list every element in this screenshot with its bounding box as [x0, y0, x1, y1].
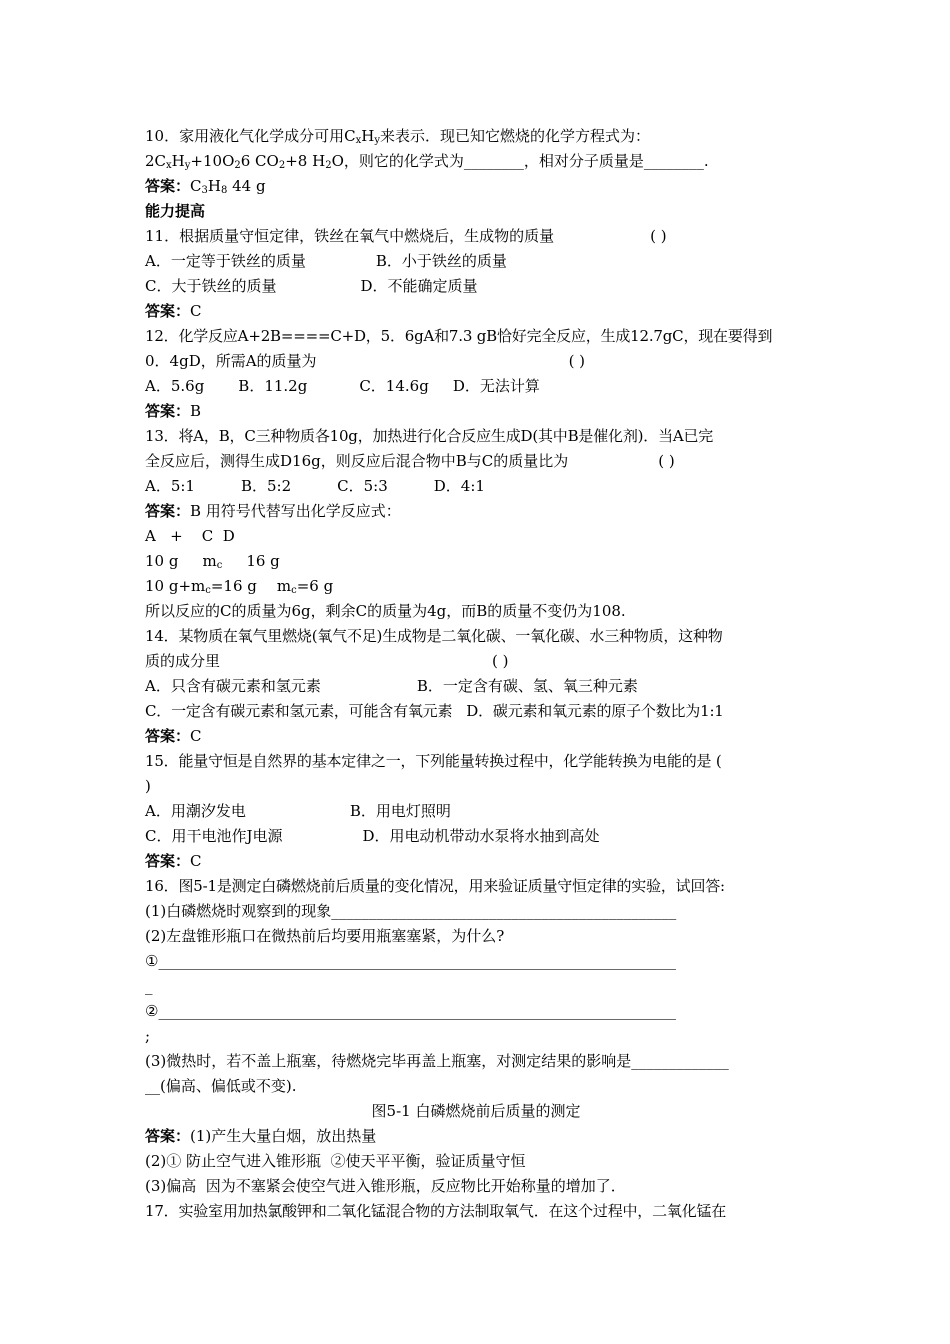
q11-stem: 11．根据质量守恒定律，铁丝在氧气中燃烧后，生成物的质量 ( ) — [145, 227, 667, 245]
q11-options-1: A．一定等于铁丝的质量 B．小于铁丝的质量 — [145, 252, 507, 270]
q13-conclusion: 所以反应的C的质量为6g，剩余C的质量为4g，而B的质量不变仍为108. — [145, 602, 626, 620]
q13-answer: 答案：B 用符号代替写出化学反应式： — [145, 502, 401, 520]
q13-equation: A + C D — [145, 527, 235, 545]
q10-answer: 答案：$C_3H_8$ 44 g — [145, 177, 266, 196]
q12-answer: 答案：B — [145, 402, 202, 420]
q15-options-1: A．用潮汐发电 B．用电灯照明 — [145, 802, 451, 820]
q15-stem-1: 15．能量守恒是自然界的基本定律之一，下列能量转换过程中，化学能转换为电能的是 ( — [145, 752, 722, 770]
q13-calc: 10 $g+m_c=16$ g $m_c=6$ g — [145, 577, 334, 596]
q17-stem: 17．实验室用加热氯酸钾和二氧化锰混合物的方法制取氧气．在这个过程中，二氧化锰在 — [145, 1202, 727, 1220]
q11-answer: 答案：C — [145, 302, 202, 320]
q16-stem: 16．图5-1是测定白磷燃烧前后质量的变化情况，用来验证质量守恒定律的实验，试回答: — [145, 877, 725, 895]
q16-blank-1-end: _ — [145, 977, 153, 995]
q10-line-2: $2C_xH_y+10O_26$ $CO_2+8$ $H_2O$，则它的化学式为________，相对分子质量是________. — [145, 152, 709, 171]
q12-stem-1: 12．化学反应A+2B====C+D，5．6gA和7.3 gB恰好完全反应，生成12.7gC，现在要得到 — [145, 327, 773, 345]
q16-blank-2: ②_____________________________________________________________________ — [145, 1002, 676, 1020]
q10-line-1: 10．家用液化气化学成分可用$C_xH_y$来表示．现已知它燃烧的化学方程式为： — [145, 127, 650, 146]
q16-answer-2: (2)① 防止空气进入锥形瓶 ②使天平平衡，验证质量守恒 — [145, 1152, 526, 1170]
q16-blank-1: ①_____________________________________________________________________ — [145, 952, 676, 970]
q16-part-1: (1)白磷燃烧时观察到的现象______________________________________________ — [145, 902, 677, 920]
document-page — [145, 124, 807, 1224]
q15-stem-2: ) — [145, 777, 151, 795]
section-heading: 能力提高 — [145, 202, 206, 220]
q15-answer: 答案：C — [145, 852, 202, 870]
q14-options-1: A．只含有碳元素和氢元素 B．一定含有碳、氢、氧三种元素 — [145, 677, 638, 695]
q11-options-2: C．大于铁丝的质量 D．不能确定质量 — [145, 277, 478, 295]
q12-options: A．5.6g B．11.2g C．14.6g D．无法计算 — [145, 377, 540, 395]
q15-options-2: C．用干电池作J电源 D．用电动机带动水泵将水抽到高处 — [145, 827, 600, 845]
q13-stem-1: 13．将A，B，C三种物质各10g，加热进行化合反应生成D(其中B是催化剂)．当A已完 — [145, 427, 714, 445]
q14-answer: 答案：C — [145, 727, 202, 745]
q14-options-2: C．一定含有碳元素和氢元素，可能含有氧元素 D．碳元素和氧元素的原子个数比为1:1 — [145, 702, 724, 720]
q16-answer-3: (3)偏高 因为不塞紧会使空气进入锥形瓶，反应物比开始称量的增加了． — [145, 1177, 626, 1195]
q13-options: A．5:1 B．5:2 C．5:3 D．4:1 — [145, 477, 485, 495]
q14-stem-1: 14．某物质在氧气里燃烧(氧气不足)生成物是二氧化碳、一氧化碳、水三种物质，这种物 — [145, 627, 723, 645]
q16-answer-1: 答案：(1)产生大量白烟，放出热量 — [145, 1127, 377, 1145]
q12-stem-2: 0．4gD，所需A的质量为 ( ) — [145, 352, 586, 370]
q16-part-3-end: __(偏高、偏低或不变). — [145, 1077, 297, 1095]
q13-masses: 10 g $m_c$ 16 g — [145, 552, 280, 571]
figure-caption: 图5-1 白磷燃烧前后质量的测定 — [371, 1102, 581, 1120]
q16-part-2: (2)左盘锥形瓶口在微热前后均要用瓶塞塞紧，为什么? — [145, 927, 505, 945]
q14-stem-2: 质的成分里 ( ) — [145, 652, 509, 670]
q16-blank-2-end: ; — [145, 1027, 151, 1045]
q13-stem-2: 全反应后，测得生成D16g，则反应后混合物中B与C的质量比为 ( ) — [145, 452, 675, 470]
q16-part-3: (3)微热时，若不盖上瓶塞，待燃烧完毕再盖上瓶塞，对测定结果的影响是_____________ — [145, 1052, 729, 1070]
